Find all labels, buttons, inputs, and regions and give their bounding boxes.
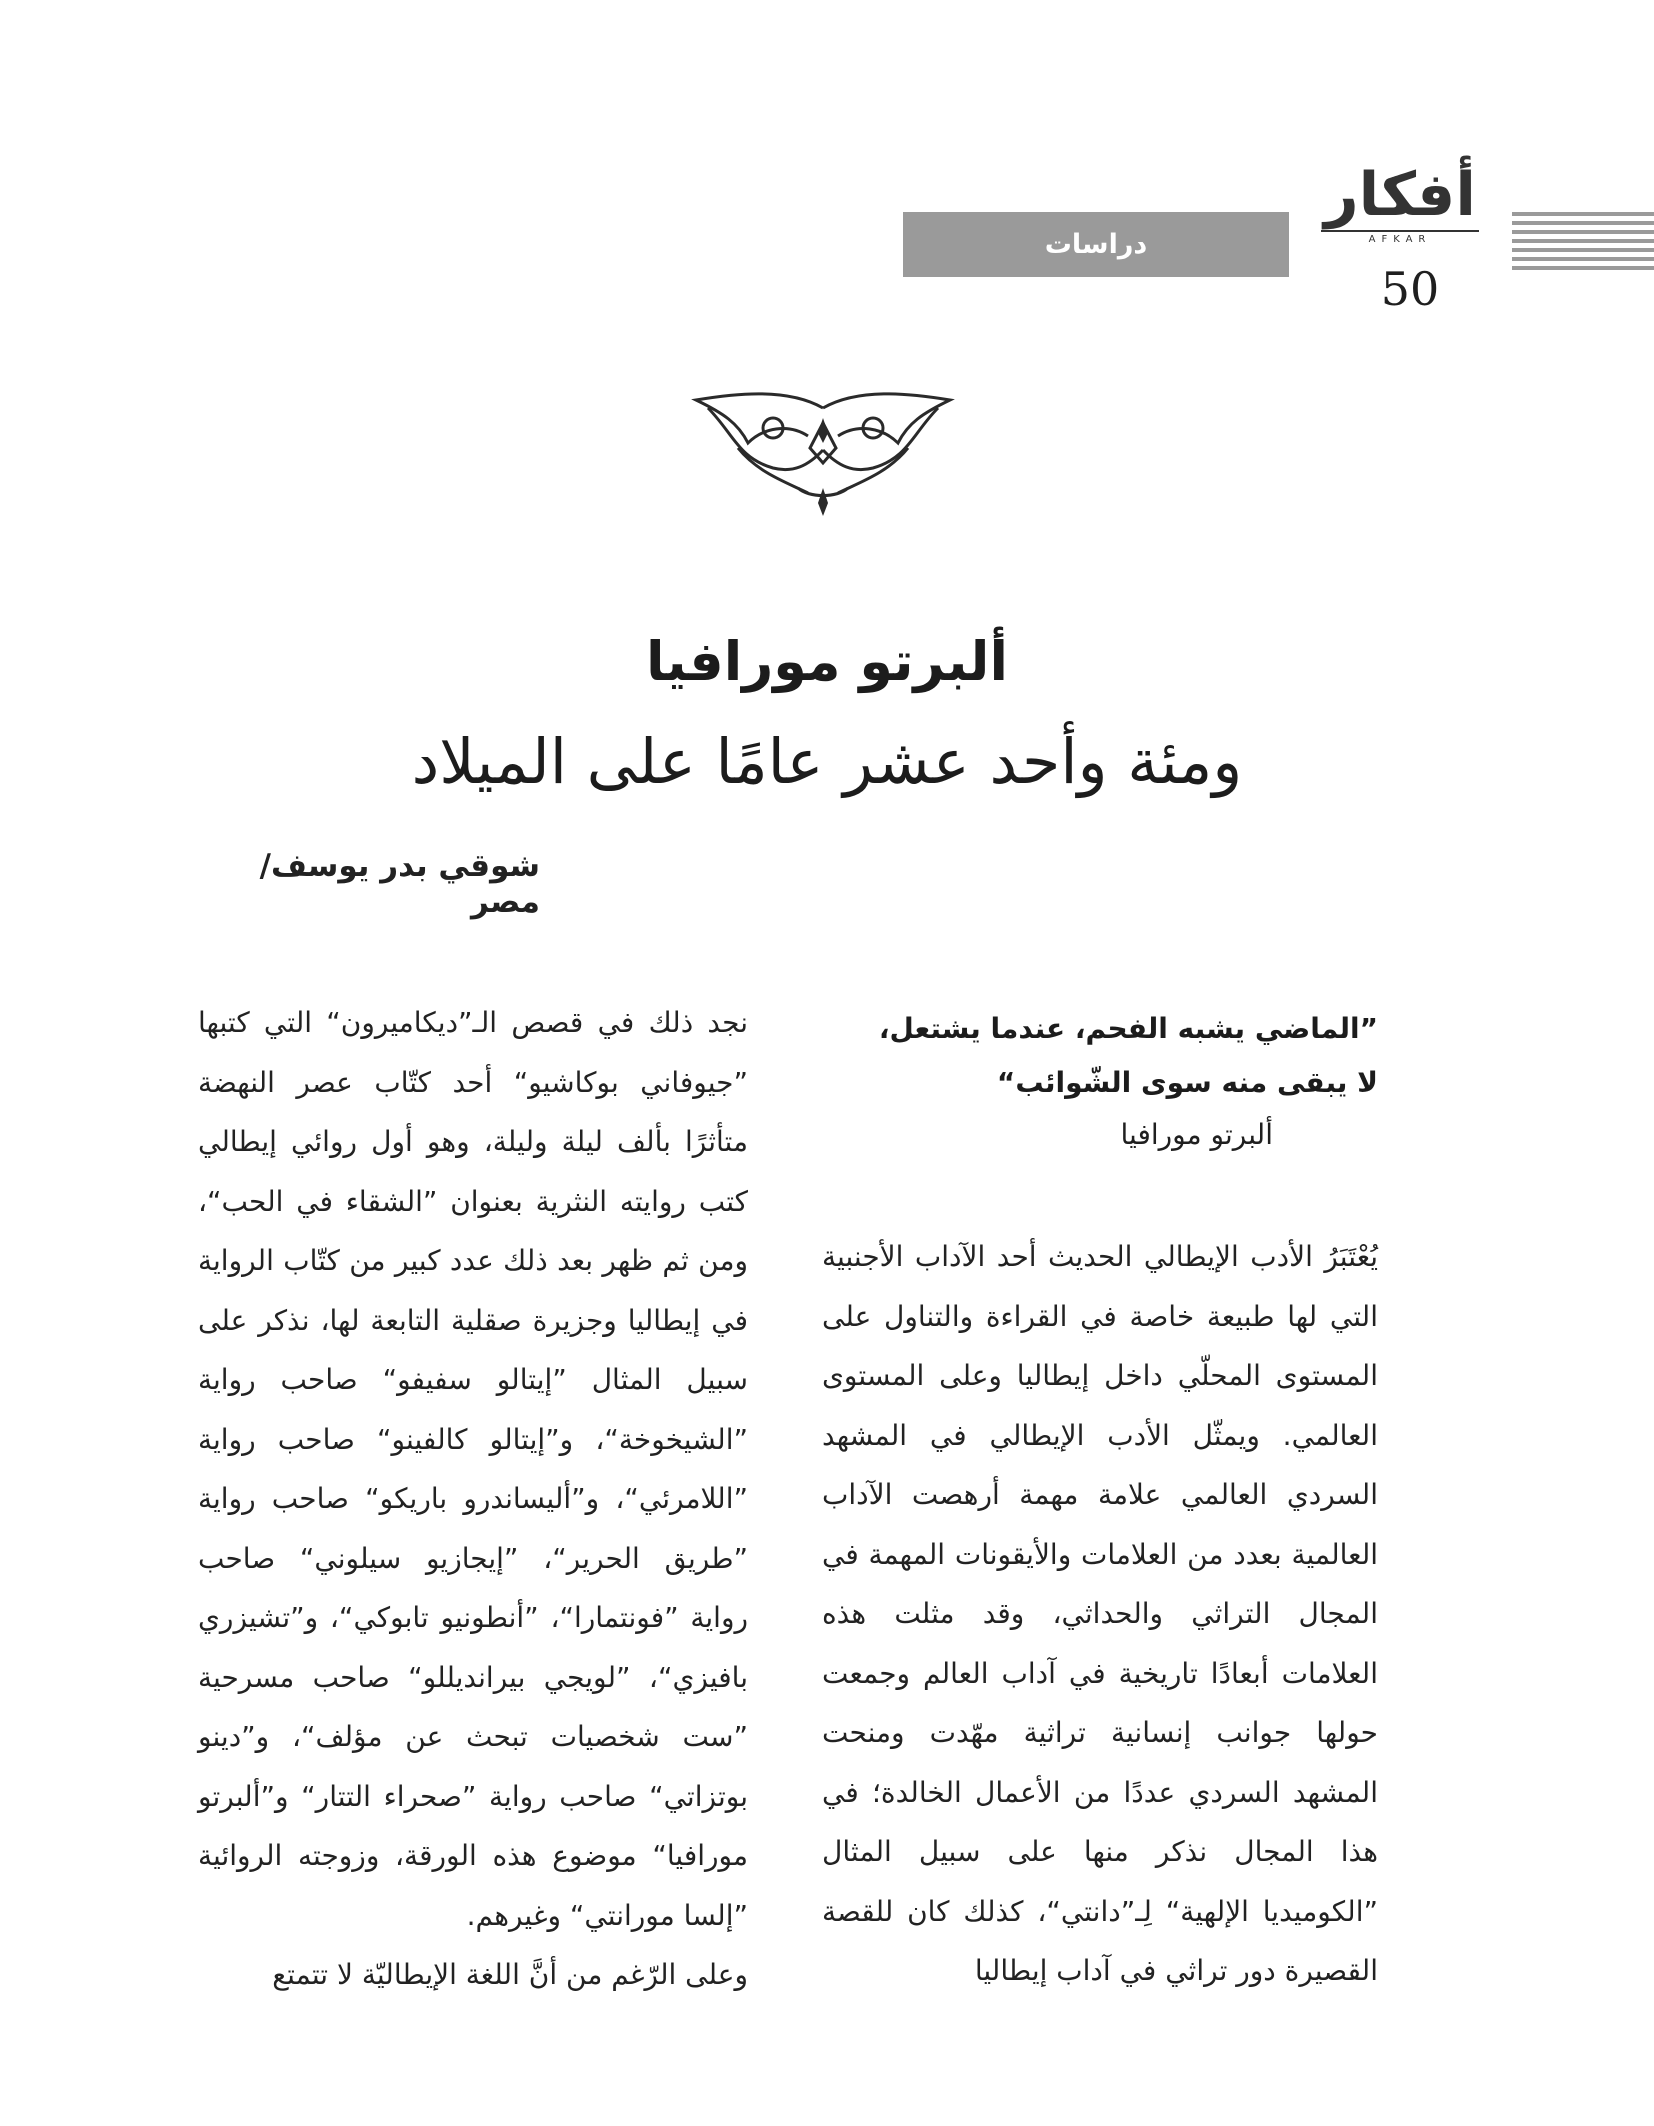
article-author: شوقي بدر يوسف/ مصر [259, 848, 540, 920]
magazine-name-arabic: أفكار [1324, 160, 1476, 230]
epigraph-quote [822, 1002, 1378, 1110]
body-paragraph: نجد ذلك في قصص الـ”ديكاميرون“ التي كتبها ”جيوفاني بوكاشيو“ أحد كتّاب عصر النهضة متأثرًا بألف ليلة وليلة، وهو أول روائي إيطالي كتب روايته النثرية بعنوان ”الشقاء في الحب“، ومن ثم ظهر بعد ذلك عدد كبير من كتّاب الرواية في إيطاليا وجزيرة صقلية التابعة لها، نذكر على سبيل المثال ”إيتالو سفيفو“ صاحب رواية ”الشيخوخة“، و”إيتالو كالفينو“ صاحب رواية ”اللامرئي“، و”أليساندرو باريكو“ صاحب رواية ”طريق الحرير“، ”إيجازيو سيلوني“ صاحب رواية ”فونتمارا“، ”أنطونيو تابوكي“، و”تشيزري بافيزي“، ”لويجي بيرانديللو“ صاحب مسرحية ”ست شخصيات تبحث عن مؤلف“، و”دينو بوتزاتي“ صاحب رواية ”صحراء التتار“ و”ألبرتو مورافيا“ موضوع هذه الورقة، وزوجته الروائية ”إلسا مورانتي“ وغيرهم. [198, 1006, 748, 1932]
article-title: ألبرتو مورافيا [646, 630, 1008, 693]
magazine-name-latin: AFKAR [1368, 234, 1432, 245]
epigraph-line: ”الماضي يشبه الفحم، عندما يشتعل، [878, 1012, 1378, 1045]
page-number: 50 [1380, 262, 1440, 316]
epigraph-attribution: ألبرتو مورافيا [1120, 1118, 1273, 1151]
epigraph-line: لا يبقى منه سوى الشّوائب“ [996, 1066, 1378, 1099]
magazine-logo [1315, 160, 1485, 255]
header-stripes [1512, 212, 1654, 279]
body-column-right [822, 1227, 1378, 2001]
body-paragraph: يُعْتَبَرُ الأدب الإيطالي الحديث أحد الآداب الأجنبية التي لها طبيعة خاصة في القراءة والتناول على المستوى المحلّي داخل إيطاليا وعلى المستوى العالمي. ويمثّل الأدب الإيطالي في المشهد السردي العالمي علامة مهمة أرهصت الآداب العالمية بعدد من العلامات والأيقونات المهمة في المجال التراثي والحداثي، وقد مثلت هذه العلامات أبعادًا تاريخية في آداب العالم وجمعت حولها جوانب إنسانية تراثية مهّدت ومنحت المشهد السردي عددًا من الأعمال الخالدة؛ في هذا المجال نذكر منها على سبيل المثال ”الكوميديا الإلهية“ لِـ”دانتي“، كذلك كان للقصة القصيرة دور تراثي في آداب إيطاليا [822, 1240, 1378, 1987]
section-label: دراسات [903, 212, 1289, 277]
body-paragraph: وعلى الرّغم من أنَّ اللغة الإيطاليّة لا تتمتع [272, 1958, 748, 1991]
article-subtitle: ومئة وأحد عشر عامًا على الميلاد [411, 725, 1243, 798]
ornament-icon [678, 388, 968, 518]
logo-rule [1321, 230, 1479, 232]
body-column-left [198, 993, 748, 2005]
